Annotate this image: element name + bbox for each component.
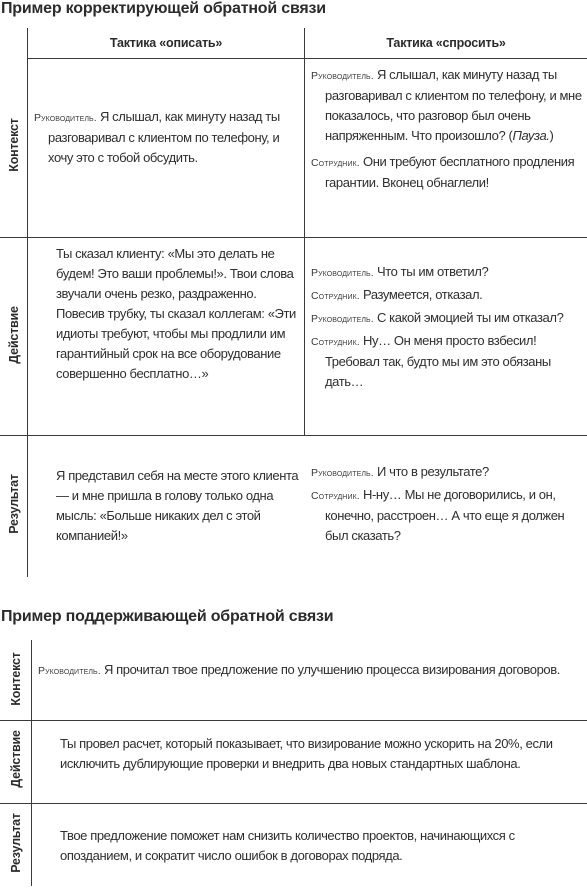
- supportive-action-cell: [60, 734, 582, 780]
- supportive-title: Пример поддерживающей обратной связи: [1, 608, 334, 625]
- supportive-action-text: Ты провел расчет, который показывает, что визирование можно ускорить на 20%, если исключить дублирующие проверки и внедрить два новых стандартных шаблона.: [60, 736, 553, 771]
- row-label-result: Результат: [7, 474, 21, 534]
- supportive-context-text: Руководитель. Я прочитал твое предложение по улучшению процесса визирования договоров.: [38, 662, 560, 677]
- context-describe-text: Руководитель. Я слышал, как минуту назад ты разговаривал с клиентом по телефону, и хочу это с тобой обсудить.: [34, 109, 280, 165]
- context-ask-line-2: Сотрудник. Они требуют бесплатного продления гарантии. Вконец обнаглели!: [311, 154, 575, 190]
- supportive-result-cell: [60, 826, 582, 872]
- result-ask-line-2: Сотрудник. Н-ну… Мы не договорились, и он, конечно, расстроен… А что еще я должен был сказать?: [311, 487, 565, 543]
- supportive-label-action: Действие: [9, 730, 23, 788]
- action-ask-line-4: Сотрудник. Ну… Он меня просто взбесил! Требовал так, будто мы им это обязаны дать…: [311, 333, 551, 389]
- action-ask-line-2: Сотрудник. Разумеется, отказал.: [311, 287, 483, 302]
- supportive-label-result: Результат: [9, 813, 23, 873]
- action-ask-line-3: Руководитель. С какой эмоцией ты им отказал?: [311, 310, 564, 325]
- supportive-context-cell: [38, 660, 583, 687]
- context-ask-line-1: Руководитель. Я слышал, как минуту назад ты разговаривал с клиентом по телефону, и мне показалось, что разговор был очень напряженным. Что произошло? (Пауза.): [311, 67, 582, 143]
- row-label-action: Действие: [7, 306, 21, 364]
- supportive-row-rule-2: [0, 803, 587, 804]
- supportive-left-border: [31, 640, 32, 886]
- result-ask-line-1: Руководитель. И что в результате?: [311, 464, 489, 479]
- header-describe: Тактика «описать»: [109, 36, 223, 50]
- supportive-label-context: Контекст: [9, 652, 23, 706]
- supportive-result-text: Твое предложение поможет нам снизить количество проектов, начинающихся с опозданием, и сократит число ошибок в договорах подряда.: [60, 828, 515, 863]
- row-label-context: Контекст: [7, 118, 21, 172]
- action-describe-text: Ты сказал клиенту: «Мы это делать не будем! Это ваши проблемы!». Твои слова звучали очень резко, раздраженно. Повесив трубку, ты сказал коллегам: «Эти идиоты требуют, чтобы мы продлили им гарантийный срок на все оборудование совершенно бесплатно…»: [56, 246, 296, 381]
- result-describe-text: Я представил себя на месте этого клиента — и мне пришла в голову только одна мысль: «Больше никаких дел с этой компанией!»: [56, 468, 299, 543]
- action-ask-line-1: Руководитель. Что ты им ответил?: [311, 264, 489, 279]
- header-ask: Тактика «спросить»: [386, 36, 506, 50]
- corrective-title: Пример корректирующей обратной связи: [1, 0, 326, 17]
- supportive-row-rule-1: [0, 720, 587, 721]
